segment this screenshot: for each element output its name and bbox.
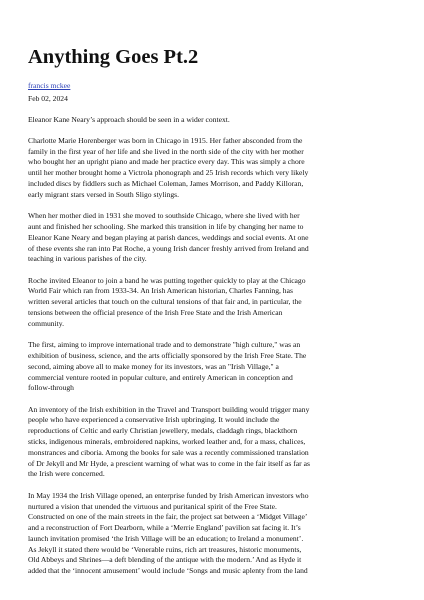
article-body: [28, 115, 396, 577]
publish-date: Feb 02, 2024: [28, 93, 68, 103]
author-link[interactable]: francis mckee: [28, 80, 71, 90]
paragraph: Charlotte Marie Horenberger was born in Chicago in 1915. Her father absconded from the family in the first year of her life and she lived in the north side of the city with her mother who bought her an upright piano and made her practice every day. This was simply a chore until her mother brought home a Victrola phonograph and 25 Irish records which very likely included discs by fiddlers such as Michael Coleman, James Morrison, and Paddy Killoran, early migrant stars versed in South Sligo stylings.: [28, 135, 309, 199]
paragraph: Eleanor Kane Neary’s approach should be seen in a wider context.: [28, 114, 230, 124]
paragraph: An inventory of the Irish exhibition in the Travel and Transport building would trigger many people who have experienced a conservative Irish upbringing. It would include the reproductions of Celtic and early Christian jewellery, medals, claddagh rings, blackthorn sticks, indigenous minerals, embroidered napkins, worked leather and, for a mass, chalices, monstrances and ciboria. Among the books for sale was a recently commissioned translation of Dr Jekyll and Mr Hyde, a prescient warning of what was to come in the fair itself as far as the Irish were concerned.: [28, 404, 310, 479]
paragraph: In May 1934 the Irish Village opened, an enterprise funded by Irish American investors who nurtured a vision that unended the virtuous and puritanical spirit of the Free State. Constructed on one of the main streets in the fair, the project sat between a ‘Midget Village’ and a reconstruction of Fort Dearborn, while a ‘Merrie England’ pavilion sat facing it. It’s launch invitation promised ‘the Irish Village will be an education; to Ireland a monument’. As Jekyll it stated there would be ‘Venerable ruins, rich art treasures, historic monuments, Old Abbeys and Shrines—a deft blending of the antique with the modern.’ And as Hyde it added that the ‘innocent amusement’ would include ‘Songs and music aplenty from the land: [28, 490, 309, 576]
paragraph: Roche invited Eleanor to join a band he was putting together quickly to play at the Chicago World Fair which ran from 1933-34. An Irish American historian, Charles Fanning, has written several articles that touch on the cultural tensions of that fair and, in particular, the tensions between the official presence of the Irish Free State and the Irish American community.: [28, 275, 306, 328]
article-title: Anything Goes Pt.2: [28, 46, 199, 68]
paragraph: The first, aiming to improve international trade and to demonstrate "high culture," was an exhibition of business, science, and the arts officially sponsored by the Irish Free State. The second, aiming above all to make money for its investors, was an "Irish Village," a commercial venture rooted in popular culture, and entirely American in conception and follow-through: [28, 340, 307, 393]
paragraph: When her mother died in 1931 she moved to southside Chicago, where she lived with her aunt and finished her schooling. She marked this transition in life by changing her name to Eleanor Kane Neary and began playing at parish dances, weddings and social events. At one of these events she ran into Pat Roche, a young Irish dancer freshly arrived from Ireland and teaching in various parishes of the city.: [28, 211, 309, 264]
